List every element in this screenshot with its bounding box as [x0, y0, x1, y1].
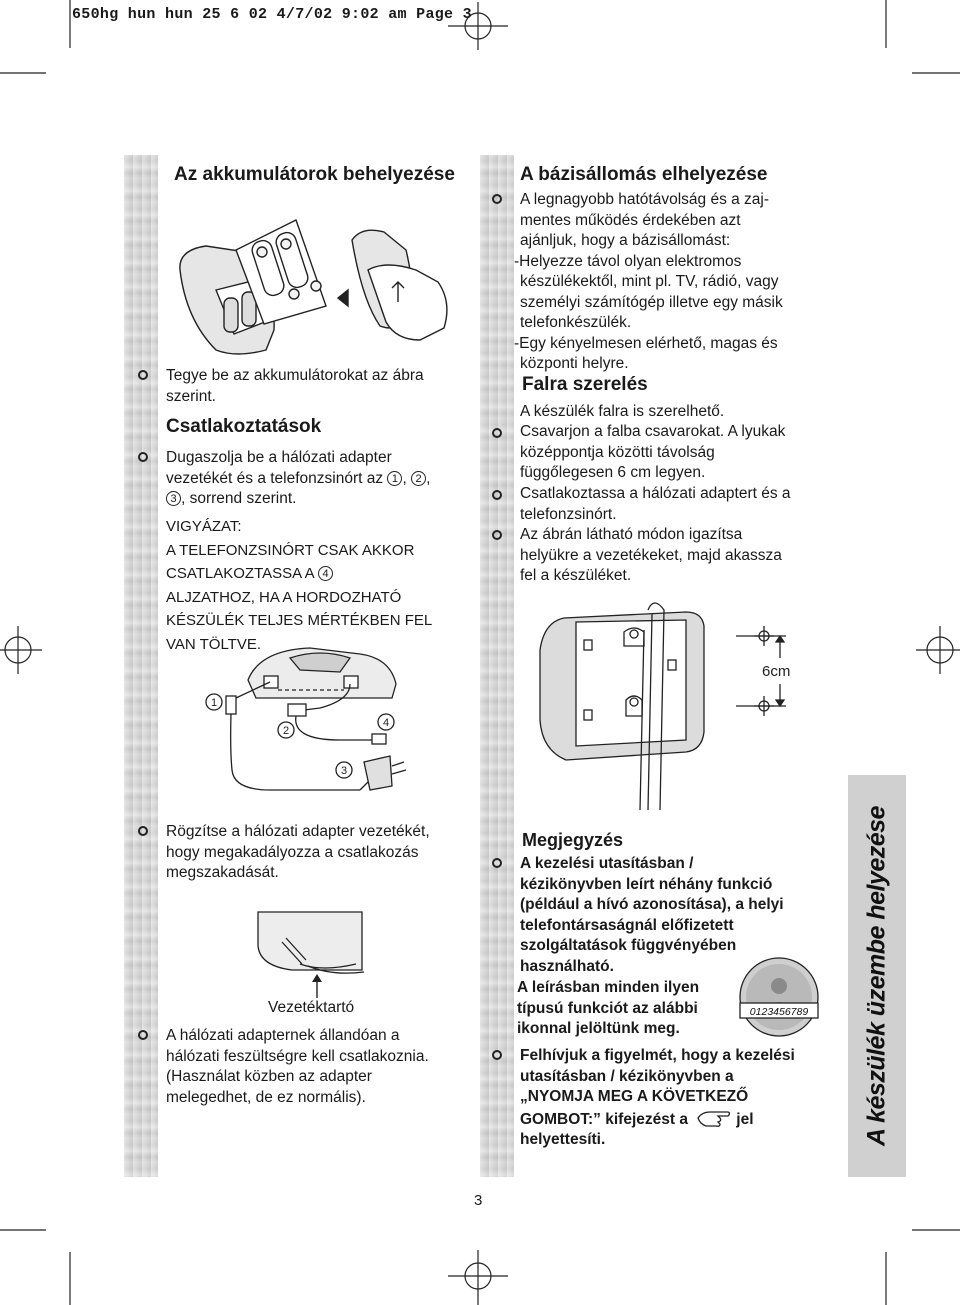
pointing-hand-icon [696, 1108, 732, 1128]
connect-instruction: Dugaszolja be a hálózati adapter vezetékét és a telefonzsinórt az 1 , 2 , 3 , sorrend szerint. [166, 449, 431, 507]
placement-title: A bázisállomás elhelyezése [520, 164, 768, 185]
bullet-icon [492, 530, 502, 540]
step-1-icon: 1 [387, 471, 402, 486]
note-icon-explanation: A leírásban minden ilyen típusú funkciót az alábbi ikonnal jelöltünk meg. [517, 979, 700, 1037]
bullet-icon [492, 1050, 502, 1060]
callout-1: 1 [210, 697, 218, 709]
fix-cord-instruction: Rögzítse a hálózati adapter vezetékét, hogy megakadályozza a csatlakozás megszakadását. [166, 823, 430, 881]
bullet-icon [138, 452, 148, 462]
bullet-icon [492, 858, 502, 868]
cord-holder-label: Vezetéktartó [268, 999, 355, 1016]
caller-id-badge-icon [736, 956, 822, 1038]
wall-mount-intro: A készülék falra is szerelhető. [520, 403, 725, 420]
callout-2: 2 [282, 725, 290, 737]
battery-instruction: Tegye be az akkumulátorokat az ábra szerint. [166, 367, 424, 405]
connections-title: Csatlakoztatások [166, 416, 322, 437]
step-4-icon: 4 [318, 566, 333, 581]
note-functions: A kezelési utasításban / kézikönyvben leírt néhány funkció (például a hívó azonosítása), a helyi telefontársaságnál előfizetett szolgáltatások függvényében használható. [520, 855, 784, 975]
print-header: 650hg hun hun 25 6 02 4/7/02 9:02 am Page 3 [72, 6, 472, 23]
wall-mount-diagram [536, 600, 806, 810]
warning-block: VIGYÁZAT: A TELEFONZSINÓRT CSAK AKKOR CSATLAKOZTASSA A 4 ALJZATHOZ, HA A HORDOZHATÓ KÉSZÜLÉK TELJES MÉRTÉKBEN FEL VAN TÖLTVE. [166, 518, 433, 653]
center-margin-bar [480, 155, 514, 1177]
note-button-convention: Felhívjuk a figyelmét, hogy a kezelési utasításban / kézikönyvben a „NYOMJA MEG A KÖVETKEZŐ GOMBOT:” kifejezést a jel helyettesíti. [520, 1047, 795, 1148]
left-margin-bar [124, 155, 158, 1177]
battery-section-title: Az akkumulátorok behelyezése [174, 164, 455, 185]
bullet-icon [492, 490, 502, 500]
section-title: A készülék üzembe helyezése [862, 806, 891, 1146]
callout-4: 4 [382, 717, 390, 729]
pointer-arrow-icon [311, 972, 323, 998]
callout-3: 3 [340, 765, 348, 777]
placement-text: A legnagyobb hatótávolság és a zaj- mentes működés érdekében azt ajánljuk, hogy a bázisállomást: -Helyezze távol olyan elektromos készülékektől, mint pl. TV, rádió, vagy személyi számítógép illetve egy másik telefonkészülék. -Egy kényelmesen elérhető, magas és központi helyre. [514, 191, 783, 372]
bullet-icon [138, 370, 148, 380]
page-number: 3 [474, 1192, 483, 1209]
note-title: Megjegyzés [522, 830, 624, 850]
bullet-icon [138, 1030, 148, 1040]
step-2-icon: 2 [411, 471, 426, 486]
bullet-icon [138, 826, 148, 836]
adapter-instruction: Csatlakoztassa a hálózati adaptert és a telefonzsinórt. [520, 485, 791, 523]
connection-diagram [200, 640, 460, 800]
bullet-icon [492, 428, 502, 438]
step-3-icon: 3 [166, 491, 181, 506]
cord-instruction: Az ábrán látható módon igazítsa helyükre a vezetékeket, majd akassza fel a készüléket. [520, 526, 782, 584]
wall-mount-title: Falra szerelés [522, 374, 648, 395]
power-note: A hálózati adapternek állandóan a hálózati feszültségre kell csatlakoznia. (Használat közben az adapter melegedhet, de ez normális). [166, 1027, 429, 1106]
screw-instruction: Csavarjon a falba csavarokat. A lyukak középpontja közötti távolság függőlegesen 6 cm legyen. [520, 423, 786, 481]
svg-text:0123456789: 0123456789 [749, 1006, 809, 1018]
section-tab [848, 775, 906, 1177]
distance-label: 6cm [762, 663, 791, 680]
battery-illustration [176, 210, 466, 360]
bullet-icon [492, 194, 502, 204]
